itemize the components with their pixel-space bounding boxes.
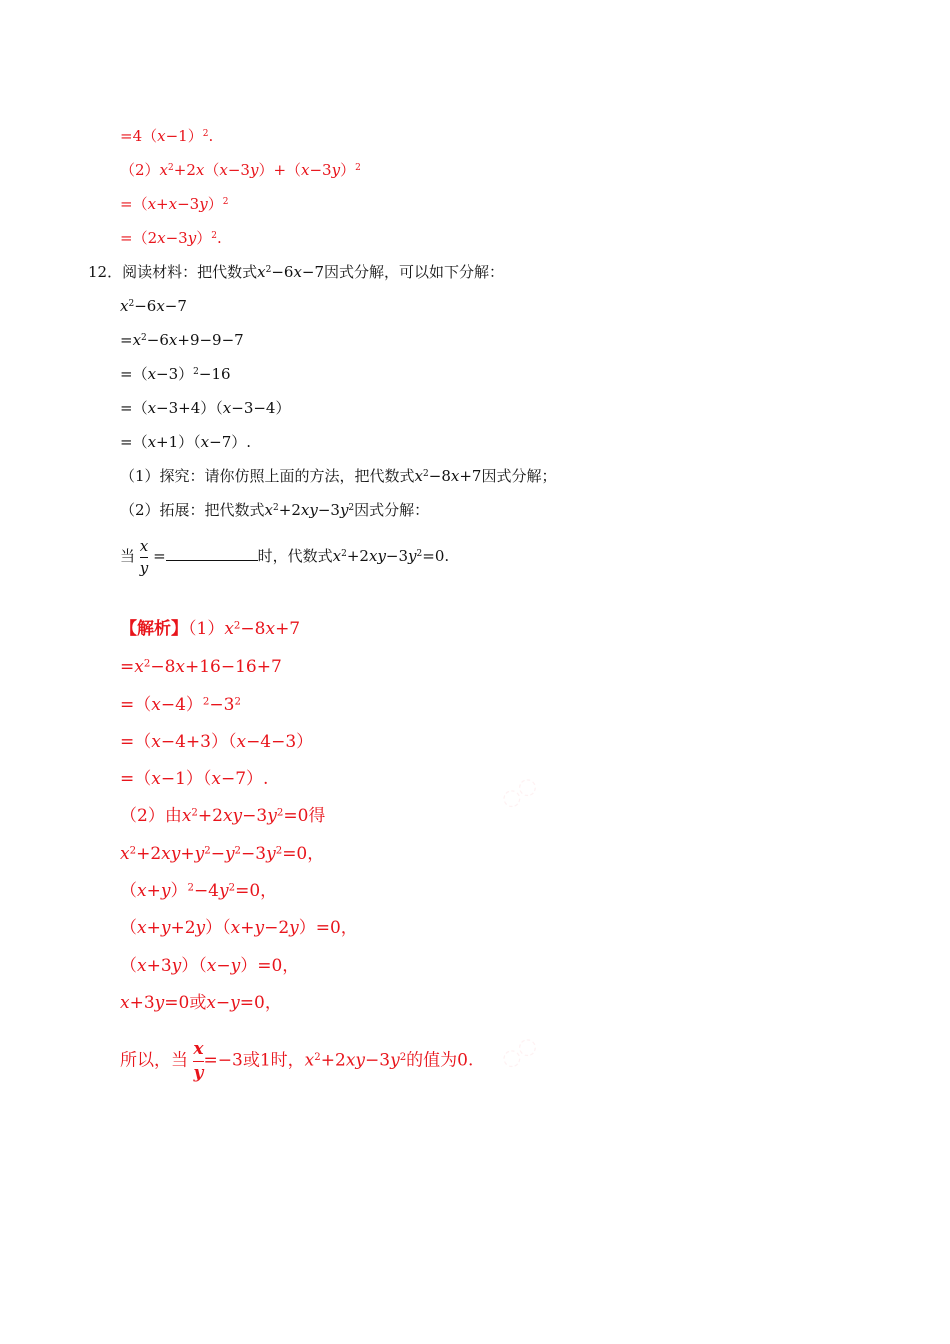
solution-step-1: $=x^2-8x+16-16+7$ [120, 657, 282, 677]
problem-intro: 12．阅读材料：把代数式$x^2-6x-7$因式分解，可以如下分解： [88, 263, 505, 281]
prev-line-1: $=4(x-1)^2$. [120, 127, 214, 145]
solution-label: 【解析】 [120, 619, 188, 639]
conclusion-fraction-x-over-y: $\frac{x}{y}$ [193, 1039, 204, 1083]
watermark-mark: ◌◌ [496, 1031, 543, 1074]
question-1: （1）探究：请你仿照上面的方法，把代数式$x^2-8x+7$因式分解； [120, 467, 557, 485]
solution-step-3: =（x−4+3）（x−4−3） [120, 732, 314, 752]
solution-conclusion: 所以，当 $\frac{x}{y}$ =−3或1时，$x^2+2xy-3y^2$的值为0. [120, 1039, 474, 1083]
solution-step-6: $(x+y)^2-4y^2=0$， [120, 881, 278, 901]
material-step-3: $=(x-3)^2-16$ [120, 365, 231, 383]
solution-part1-title: 【解析】$(1)x^2-8x+7$ [120, 619, 301, 639]
problem-number: 12． [88, 263, 123, 281]
answer-blank[interactable] [166, 546, 258, 561]
prev-line-3: $=(x+x-3y)^2$ [120, 195, 229, 213]
question-2: （2）拓展：把代数式$x^2+2xy-3y^2$因式分解： [120, 501, 430, 519]
question-3: 当 $\frac{x}{y}$ = 时，代数式$x^2+2xy-3y^2=0$. [120, 537, 450, 577]
material-step-1: $x^2-6x-7$ [120, 297, 187, 315]
solution-step-9: x+3y=0或x−y=0， [120, 993, 282, 1013]
material-step-4: =（x−3+4）（x−3−4） [120, 399, 291, 417]
material-step-5: =（x+1）（x−7）. [120, 433, 252, 451]
solution-step-5: $x^2+2xy+y^2-y^2-3y^2=0$， [120, 844, 325, 864]
prev-line-4: $=(2x-3y)^2$. [120, 229, 222, 247]
solution-part2-title: （2）由$x^2+2xy-3y^2=0$得 [120, 806, 326, 826]
fraction-x-over-y: $\frac{x}{y}$ [139, 537, 149, 577]
solution-step-8: （x+3y）（x−y）=0， [120, 956, 300, 976]
solution-step-7: （x+y+2y）（x+y−2y）=0， [120, 918, 358, 938]
prev-line-2: $(2)x^2+2x(x-3y)+(x-3y)^2$ [120, 161, 361, 179]
material-step-2: $=x^2-6x+9-9-7$ [120, 331, 244, 349]
solution-step-2: $=(x-4)^2-3^2$ [120, 695, 241, 715]
solution-step-4: =（x−1）（x−7）. [120, 769, 269, 789]
watermark-mark: ◌◌ [496, 771, 543, 814]
